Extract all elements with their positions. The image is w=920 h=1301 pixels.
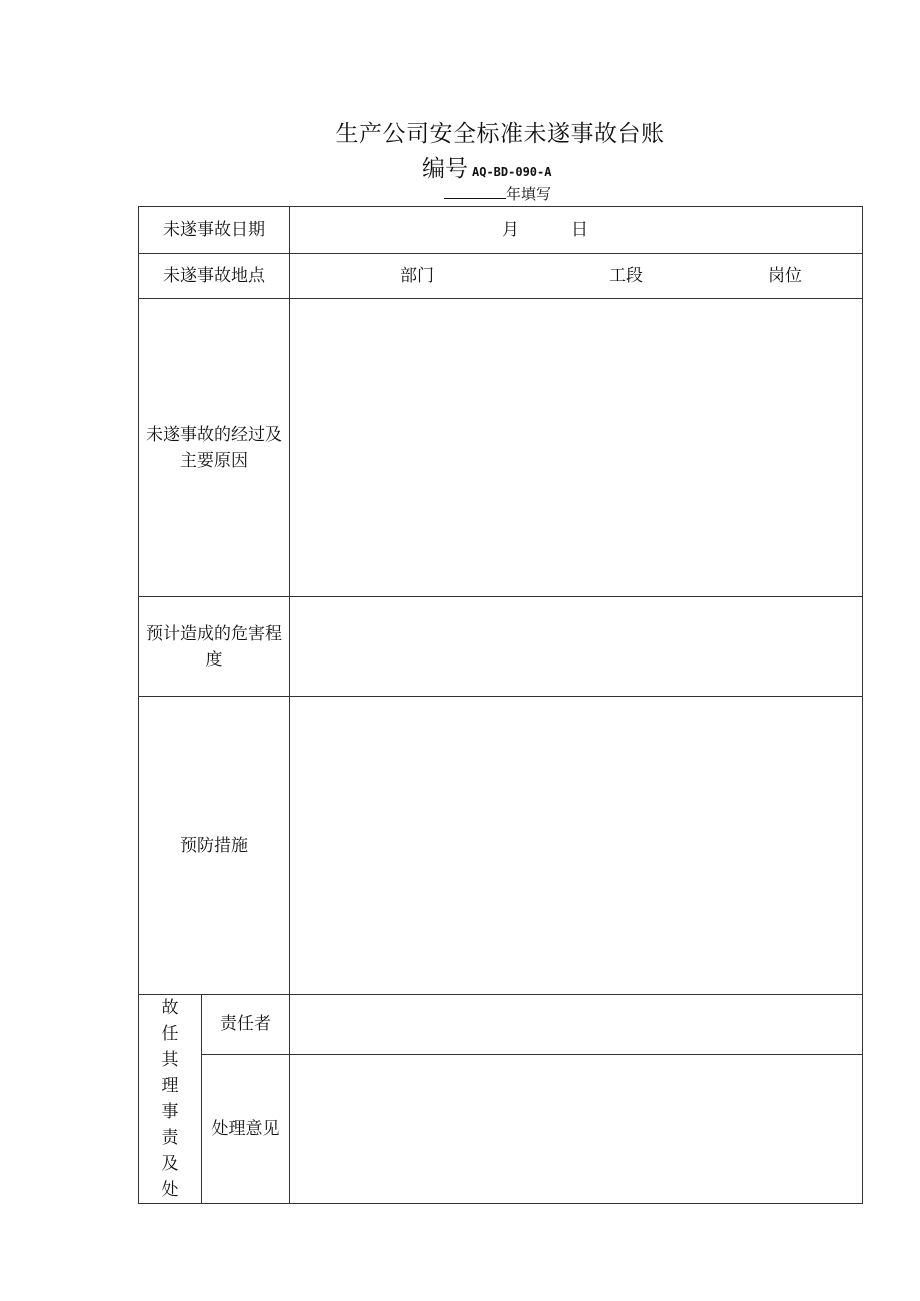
responsibility-group-char: 处 xyxy=(161,1180,179,1200)
date-label-cell xyxy=(139,207,290,254)
location-value-cell[interactable] xyxy=(290,254,863,299)
department-label: 部门 xyxy=(400,266,434,286)
responsible-person-label: 责任者 xyxy=(220,1014,271,1035)
responsibility-group-char: 责 xyxy=(161,1128,179,1148)
location-label: 未遂事故地点 xyxy=(163,266,265,286)
process-label-cell xyxy=(139,299,290,597)
process-value-cell[interactable] xyxy=(290,299,863,597)
day-label: 日 xyxy=(571,220,588,240)
year-blank-field[interactable] xyxy=(444,183,506,199)
responsibility-group-char: 理 xyxy=(161,1076,179,1096)
location-label-cell xyxy=(139,254,290,299)
responsibility-group-char: 其 xyxy=(161,1050,179,1070)
responsibility-group-char: 及 xyxy=(161,1154,179,1174)
code-value: AQ-BD-090-A xyxy=(472,165,552,179)
responsible-person-value-cell[interactable] xyxy=(290,995,863,1055)
prevention-label-cell xyxy=(139,697,290,995)
process-row xyxy=(139,299,863,597)
near-miss-ledger-table xyxy=(138,206,863,1204)
prevention-row xyxy=(139,697,863,995)
responsible-person-label-cell xyxy=(202,995,290,1055)
position-label: 岗位 xyxy=(768,266,802,286)
location-row xyxy=(139,254,863,299)
responsibility-group-label-cell xyxy=(139,995,202,1204)
hazard-label-cell xyxy=(139,597,290,697)
hazard-value-cell[interactable] xyxy=(290,597,863,697)
date-value-cell[interactable] xyxy=(290,207,863,254)
process-label: 未遂事故的经过及主要原因 xyxy=(146,424,282,471)
handling-opinion-label-cell xyxy=(202,1054,290,1203)
prevention-value-cell[interactable] xyxy=(290,697,863,995)
year-fill-line xyxy=(444,183,551,205)
code-label: 编号 xyxy=(422,156,468,182)
year-suffix: 年填写 xyxy=(506,185,552,203)
responsibility-group-char: 故 xyxy=(161,998,179,1018)
section-label: 工段 xyxy=(609,266,643,286)
prevention-label: 预防措施 xyxy=(180,835,248,856)
document-title: 生产公司安全标准未遂事故台账 xyxy=(335,121,665,147)
month-label: 月 xyxy=(502,220,519,240)
responsible-person-row xyxy=(139,995,863,1055)
date-label: 未遂事故日期 xyxy=(163,220,265,240)
handling-opinion-row xyxy=(139,1054,863,1203)
hazard-row xyxy=(139,597,863,697)
responsibility-group-char: 任 xyxy=(161,1024,179,1044)
handling-opinion-value-cell[interactable] xyxy=(290,1054,863,1203)
responsibility-group-char: 事 xyxy=(161,1102,179,1122)
date-row xyxy=(139,207,863,254)
handling-opinion-label: 处理意见 xyxy=(211,1118,280,1139)
hazard-label: 预计造成的危害程度 xyxy=(146,623,282,670)
